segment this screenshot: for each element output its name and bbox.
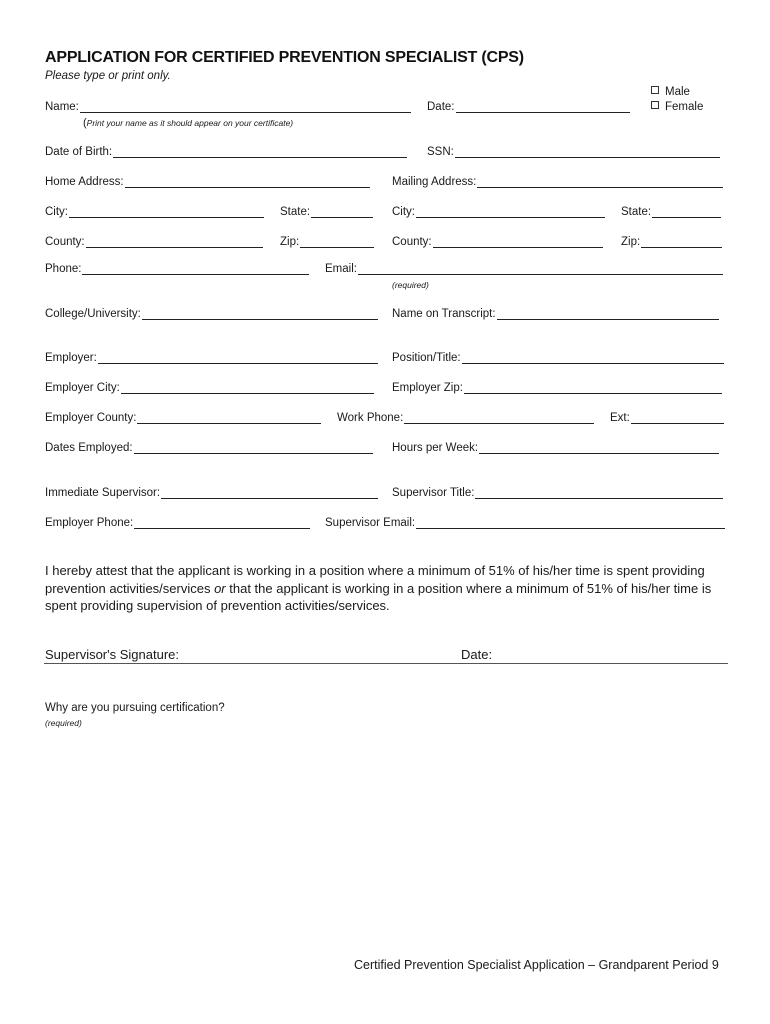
state-label: State: xyxy=(280,206,311,218)
gender-female-option[interactable] xyxy=(651,101,703,113)
dob-label: Date of Birth: xyxy=(45,146,113,158)
city-line[interactable] xyxy=(69,206,264,218)
mailing-city-line[interactable] xyxy=(416,206,605,218)
supervisor-email-line[interactable] xyxy=(416,517,725,529)
male-checkbox[interactable] xyxy=(651,86,659,94)
employer-city-field[interactable] xyxy=(45,382,374,394)
email-label: Email: xyxy=(325,263,357,275)
ext-line[interactable] xyxy=(631,412,724,424)
supervisor-label: Immediate Supervisor: xyxy=(45,487,161,499)
ssn-line[interactable] xyxy=(455,146,720,158)
work-phone-field[interactable] xyxy=(337,412,594,424)
home-address-line[interactable] xyxy=(125,176,370,188)
supervisor-title-line[interactable] xyxy=(475,487,723,499)
state-line[interactable] xyxy=(311,206,373,218)
phone-label: Phone: xyxy=(45,263,82,275)
mailing-address-field[interactable] xyxy=(392,176,723,188)
female-label: Female xyxy=(665,101,704,113)
page-footer: Certified Prevention Specialist Application – Grandparent Period 9 xyxy=(354,958,719,972)
college-field[interactable] xyxy=(45,308,378,320)
email-required-note: (required) xyxy=(392,280,429,290)
employer-county-label: Employer County: xyxy=(45,412,137,424)
supervisor-email-field[interactable] xyxy=(325,517,725,529)
why-required-note: (required) xyxy=(45,718,82,728)
county-label: County: xyxy=(45,236,85,248)
work-phone-label: Work Phone: xyxy=(337,412,404,424)
employer-county-field[interactable] xyxy=(45,412,321,424)
ext-label: Ext: xyxy=(610,412,630,424)
name-note: (Print your name as it should appear on your certificate) xyxy=(83,117,294,129)
signature-date-label: Date: xyxy=(461,647,493,662)
employer-phone-line[interactable] xyxy=(134,517,310,529)
employer-city-line[interactable] xyxy=(121,382,374,394)
email-line[interactable] xyxy=(358,263,723,275)
name-field[interactable] xyxy=(45,101,411,113)
male-label: Male xyxy=(665,86,690,98)
position-field[interactable] xyxy=(392,352,724,364)
dob-line[interactable] xyxy=(113,146,407,158)
ssn-field[interactable] xyxy=(427,146,720,158)
name-label: Name: xyxy=(45,101,79,113)
county-field[interactable] xyxy=(45,236,263,248)
employer-zip-label: Employer Zip: xyxy=(392,382,463,394)
mailing-city-field[interactable] xyxy=(392,206,605,218)
position-label: Position/Title: xyxy=(392,352,461,364)
mailing-city-label: City: xyxy=(392,206,415,218)
supervisor-signature-label: Supervisor's Signature: xyxy=(45,647,179,662)
home-address-field[interactable] xyxy=(45,176,370,188)
county-line[interactable] xyxy=(86,236,263,248)
why-question: Why are you pursuing certification? xyxy=(45,702,225,714)
date-field[interactable] xyxy=(427,101,630,113)
employer-phone-field[interactable] xyxy=(45,517,310,529)
hours-per-week-line[interactable] xyxy=(479,442,719,454)
employer-county-line[interactable] xyxy=(137,412,321,424)
attestation-text: I hereby attest that the applicant is working in a position where a minimum of 51% of his/her time is spent providing prevention activities/services or that the applicant is working in a position where a minimum of 51% of his/her time is spent providing supervision of prevention activities/services. xyxy=(45,563,712,613)
employer-city-label: Employer City: xyxy=(45,382,120,394)
mailing-county-label: County: xyxy=(392,236,432,248)
date-line[interactable] xyxy=(456,101,631,113)
phone-field[interactable] xyxy=(45,263,309,275)
state-field[interactable] xyxy=(280,206,373,218)
hours-per-week-field[interactable] xyxy=(392,442,719,454)
supervisor-line[interactable] xyxy=(161,487,378,499)
date-label: Date: xyxy=(427,101,455,113)
city-field[interactable] xyxy=(45,206,264,218)
phone-line[interactable] xyxy=(82,263,309,275)
form-title: APPLICATION FOR CERTIFIED PREVENTION SPECIALIST (CPS) xyxy=(45,49,524,66)
employer-field[interactable] xyxy=(45,352,378,364)
supervisor-email-label: Supervisor Email: xyxy=(325,517,416,529)
signature-line[interactable] xyxy=(44,663,728,664)
work-phone-line[interactable] xyxy=(404,412,594,424)
home-address-label: Home Address: xyxy=(45,176,124,188)
zip-field[interactable] xyxy=(280,236,374,248)
college-line[interactable] xyxy=(142,308,378,320)
transcript-name-label: Name on Transcript: xyxy=(392,308,496,320)
dates-employed-label: Dates Employed: xyxy=(45,442,133,454)
position-line[interactable] xyxy=(462,352,724,364)
employer-line[interactable] xyxy=(98,352,378,364)
transcript-name-field[interactable] xyxy=(392,308,719,320)
mailing-zip-label: Zip: xyxy=(621,236,641,248)
mailing-address-label: Mailing Address: xyxy=(392,176,477,188)
mailing-zip-field[interactable] xyxy=(621,236,722,248)
supervisor-title-label: Supervisor Title: xyxy=(392,487,475,499)
mailing-county-field[interactable] xyxy=(392,236,603,248)
employer-label: Employer: xyxy=(45,352,97,364)
email-field[interactable] xyxy=(325,263,723,275)
hours-per-week-label: Hours per Week: xyxy=(392,442,479,454)
ext-field[interactable] xyxy=(610,412,724,424)
mailing-state-field[interactable] xyxy=(621,206,721,218)
mailing-state-line[interactable] xyxy=(652,206,721,218)
mailing-address-line[interactable] xyxy=(477,176,723,188)
supervisor-title-field[interactable] xyxy=(392,487,723,499)
city-label: City: xyxy=(45,206,68,218)
supervisor-field[interactable] xyxy=(45,487,378,499)
employer-phone-label: Employer Phone: xyxy=(45,517,134,529)
employer-zip-line[interactable] xyxy=(464,382,722,394)
employer-zip-field[interactable] xyxy=(392,382,722,394)
mailing-county-line[interactable] xyxy=(433,236,603,248)
ssn-label: SSN: xyxy=(427,146,454,158)
mailing-state-label: State: xyxy=(621,206,652,218)
form-subtitle: Please type or print only. xyxy=(45,70,171,82)
dates-employed-line[interactable] xyxy=(134,442,373,454)
name-line[interactable] xyxy=(80,101,411,113)
gender-male-option[interactable] xyxy=(651,86,690,98)
dates-employed-field[interactable] xyxy=(45,442,373,454)
why-answer-area[interactable] xyxy=(45,736,725,936)
zip-label: Zip: xyxy=(280,236,300,248)
dob-field[interactable] xyxy=(45,146,407,158)
transcript-name-line[interactable] xyxy=(497,308,719,320)
female-checkbox[interactable] xyxy=(651,101,659,109)
mailing-zip-line[interactable] xyxy=(641,236,722,248)
zip-line[interactable] xyxy=(300,236,374,248)
college-label: College/University: xyxy=(45,308,141,320)
